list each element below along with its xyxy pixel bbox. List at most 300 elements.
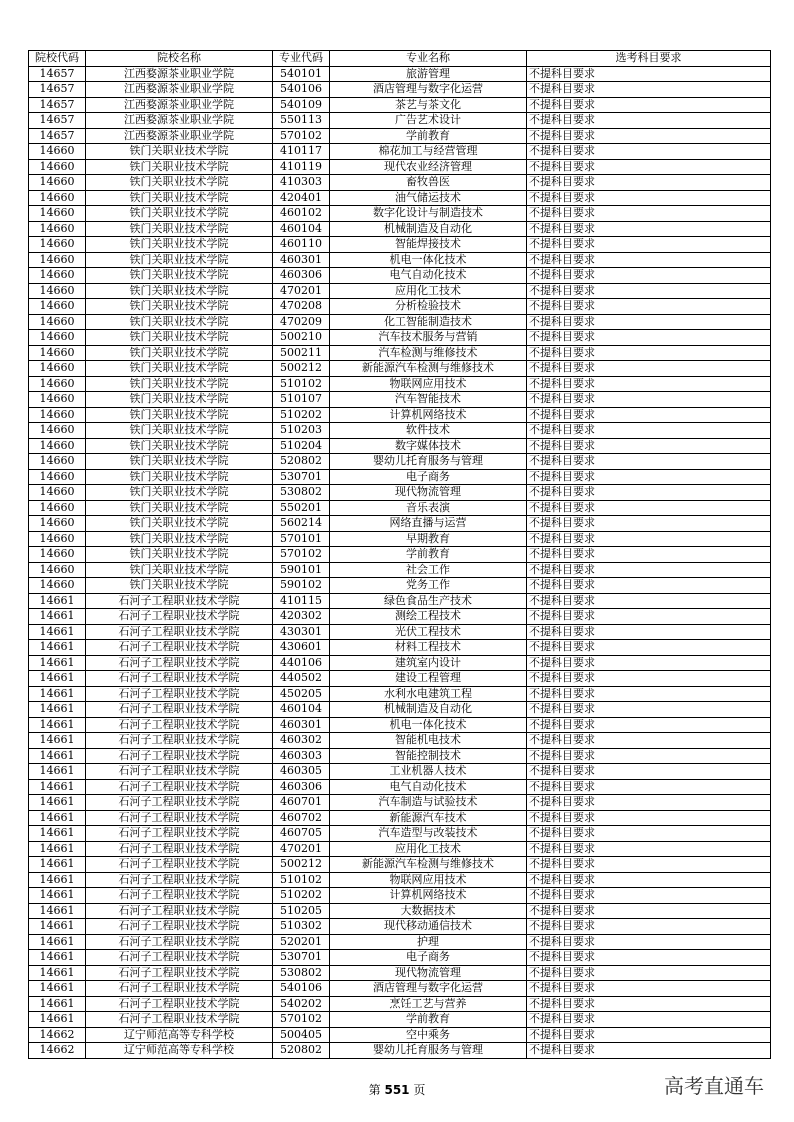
table-row	[29, 144, 771, 160]
cell-major-name: 新能源汽车检测与维修技术	[330, 857, 527, 873]
table-row	[29, 810, 771, 826]
cell-subject-requirement: 不提科目要求	[527, 903, 771, 919]
cell-major-name: 广告艺术设计	[330, 113, 527, 129]
cell-major-name: 现代农业经济管理	[330, 159, 527, 175]
cell-subject-requirement: 不提科目要求	[527, 423, 771, 439]
cell-major-name: 汽车制造与试验技术	[330, 795, 527, 811]
table-row	[29, 66, 771, 82]
cell-major-name: 现代物流管理	[330, 485, 527, 501]
cell-major-name: 测绘工程技术	[330, 609, 527, 625]
cell-major-name: 婴幼儿托育服务与管理	[330, 454, 527, 470]
cell-school-name: 石河子工程职业技术学院	[86, 810, 273, 826]
cell-major-code: 410303	[273, 175, 330, 191]
cell-school-name: 铁门关职业技术学院	[86, 547, 273, 563]
cell-major-name: 电子商务	[330, 469, 527, 485]
cell-major-code: 460110	[273, 237, 330, 253]
cell-major-name: 材料工程技术	[330, 640, 527, 656]
cell-major-code: 470201	[273, 283, 330, 299]
cell-subject-requirement: 不提科目要求	[527, 547, 771, 563]
cell-subject-requirement: 不提科目要求	[527, 578, 771, 594]
cell-school-name: 石河子工程职业技术学院	[86, 996, 273, 1012]
table-row	[29, 841, 771, 857]
cell-school-code: 14661	[29, 748, 86, 764]
table-row	[29, 407, 771, 423]
cell-major-code: 410115	[273, 593, 330, 609]
cell-major-code: 530701	[273, 950, 330, 966]
cell-major-code: 530802	[273, 485, 330, 501]
cell-major-name: 电气自动化技术	[330, 779, 527, 795]
cell-major-name: 茶艺与茶文化	[330, 97, 527, 113]
cell-school-name: 石河子工程职业技术学院	[86, 934, 273, 950]
table-row	[29, 857, 771, 873]
cell-major-code: 550201	[273, 500, 330, 516]
cell-school-code: 14660	[29, 361, 86, 377]
cell-major-code: 460301	[273, 717, 330, 733]
cell-subject-requirement: 不提科目要求	[527, 593, 771, 609]
cell-school-code: 14660	[29, 423, 86, 439]
cell-school-name: 石河子工程职业技术学院	[86, 593, 273, 609]
cell-major-name: 分析检验技术	[330, 299, 527, 315]
cell-major-name: 棉花加工与经营管理	[330, 144, 527, 160]
table-row	[29, 624, 771, 640]
table-row	[29, 609, 771, 625]
header-school-name: 院校名称	[86, 51, 273, 67]
cell-subject-requirement: 不提科目要求	[527, 795, 771, 811]
cell-school-code: 14661	[29, 733, 86, 749]
cell-school-code: 14660	[29, 485, 86, 501]
table-row	[29, 190, 771, 206]
cell-major-name: 学前教育	[330, 1012, 527, 1028]
cell-school-code: 14660	[29, 330, 86, 346]
cell-subject-requirement: 不提科目要求	[527, 1043, 771, 1059]
cell-school-name: 石河子工程职业技术学院	[86, 903, 273, 919]
cell-major-name: 现代物流管理	[330, 965, 527, 981]
cell-major-name: 学前教育	[330, 128, 527, 144]
table-row	[29, 578, 771, 594]
cell-major-name: 物联网应用技术	[330, 376, 527, 392]
cell-school-name: 石河子工程职业技术学院	[86, 1012, 273, 1028]
cell-major-code: 570102	[273, 547, 330, 563]
cell-school-code: 14660	[29, 314, 86, 330]
cell-major-code: 520802	[273, 454, 330, 470]
cell-school-name: 铁门关职业技术学院	[86, 159, 273, 175]
cell-school-code: 14661	[29, 872, 86, 888]
cell-school-code: 14660	[29, 144, 86, 160]
cell-school-code: 14660	[29, 376, 86, 392]
cell-major-code: 410119	[273, 159, 330, 175]
cell-major-code: 530802	[273, 965, 330, 981]
cell-school-code: 14660	[29, 392, 86, 408]
cell-school-name: 铁门关职业技术学院	[86, 392, 273, 408]
cell-major-code: 540106	[273, 82, 330, 98]
cell-school-code: 14661	[29, 810, 86, 826]
cell-subject-requirement: 不提科目要求	[527, 469, 771, 485]
cell-school-code: 14661	[29, 888, 86, 904]
cell-major-name: 婴幼儿托育服务与管理	[330, 1043, 527, 1059]
cell-school-name: 铁门关职业技术学院	[86, 252, 273, 268]
cell-school-name: 铁门关职业技术学院	[86, 469, 273, 485]
cell-school-name: 石河子工程职业技术学院	[86, 609, 273, 625]
header-major-name: 专业名称	[330, 51, 527, 67]
cell-school-code: 14661	[29, 717, 86, 733]
cell-major-name: 酒店管理与数字化运营	[330, 981, 527, 997]
cell-school-code: 14657	[29, 66, 86, 82]
cell-major-code: 460705	[273, 826, 330, 842]
cell-school-name: 石河子工程职业技术学院	[86, 888, 273, 904]
cell-school-code: 14660	[29, 407, 86, 423]
table-row	[29, 206, 771, 222]
cell-major-name: 新能源汽车检测与维修技术	[330, 361, 527, 377]
cell-subject-requirement: 不提科目要求	[527, 438, 771, 454]
cell-school-name: 铁门关职业技术学院	[86, 237, 273, 253]
cell-major-name: 智能焊接技术	[330, 237, 527, 253]
cell-school-code: 14661	[29, 593, 86, 609]
cell-major-name: 护理	[330, 934, 527, 950]
cell-major-name: 早期教育	[330, 531, 527, 547]
cell-major-code: 530701	[273, 469, 330, 485]
table-row	[29, 221, 771, 237]
cell-major-code: 430601	[273, 640, 330, 656]
cell-major-code: 590102	[273, 578, 330, 594]
page-number-value: 551	[384, 1083, 410, 1097]
cell-major-code: 460104	[273, 221, 330, 237]
cell-school-name: 铁门关职业技术学院	[86, 578, 273, 594]
cell-major-name: 物联网应用技术	[330, 872, 527, 888]
table-row	[29, 640, 771, 656]
cell-major-code: 440502	[273, 671, 330, 687]
table-row	[29, 268, 771, 284]
table-row	[29, 934, 771, 950]
cell-school-name: 江西婺源茶业职业学院	[86, 113, 273, 129]
table-row	[29, 547, 771, 563]
table-row	[29, 872, 771, 888]
cell-subject-requirement: 不提科目要求	[527, 779, 771, 795]
cell-major-name: 电子商务	[330, 950, 527, 966]
cell-major-name: 汽车智能技术	[330, 392, 527, 408]
cell-major-name: 智能机电技术	[330, 733, 527, 749]
cell-school-name: 铁门关职业技术学院	[86, 376, 273, 392]
cell-school-code: 14661	[29, 624, 86, 640]
cell-school-name: 铁门关职业技术学院	[86, 500, 273, 516]
cell-school-code: 14657	[29, 82, 86, 98]
cell-school-code: 14660	[29, 268, 86, 284]
cell-subject-requirement: 不提科目要求	[527, 950, 771, 966]
cell-major-code: 460701	[273, 795, 330, 811]
cell-major-name: 化工智能制造技术	[330, 314, 527, 330]
cell-school-name: 铁门关职业技术学院	[86, 531, 273, 547]
cell-subject-requirement: 不提科目要求	[527, 113, 771, 129]
cell-school-code: 14661	[29, 826, 86, 842]
cell-school-code: 14661	[29, 1012, 86, 1028]
cell-school-code: 14661	[29, 702, 86, 718]
table-row	[29, 423, 771, 439]
header-school-code: 院校代码	[29, 51, 86, 67]
cell-major-name: 畜牧兽医	[330, 175, 527, 191]
cell-major-code: 450205	[273, 686, 330, 702]
cell-school-name: 石河子工程职业技术学院	[86, 857, 273, 873]
cell-school-name: 铁门关职业技术学院	[86, 423, 273, 439]
table-row	[29, 593, 771, 609]
table-row	[29, 903, 771, 919]
table-row	[29, 454, 771, 470]
table-row	[29, 438, 771, 454]
cell-major-code: 460302	[273, 733, 330, 749]
cell-major-code: 540202	[273, 996, 330, 1012]
table-row	[29, 686, 771, 702]
table-row	[29, 175, 771, 191]
table-row	[29, 330, 771, 346]
cell-major-name: 油气储运技术	[330, 190, 527, 206]
cell-major-code: 570102	[273, 1012, 330, 1028]
cell-school-name: 石河子工程职业技术学院	[86, 640, 273, 656]
table-row	[29, 671, 771, 687]
cell-school-name: 辽宁师范高等专科学校	[86, 1027, 273, 1043]
cell-major-name: 机电一体化技术	[330, 252, 527, 268]
cell-school-code: 14660	[29, 159, 86, 175]
cell-school-code: 14660	[29, 175, 86, 191]
table-row	[29, 702, 771, 718]
header-major-code: 专业代码	[273, 51, 330, 67]
cell-school-name: 铁门关职业技术学院	[86, 314, 273, 330]
table-row	[29, 113, 771, 129]
cell-school-code: 14660	[29, 562, 86, 578]
table-row	[29, 299, 771, 315]
cell-major-name: 建设工程管理	[330, 671, 527, 687]
cell-school-name: 石河子工程职业技术学院	[86, 981, 273, 997]
cell-major-code: 460305	[273, 764, 330, 780]
cell-school-code: 14660	[29, 578, 86, 594]
cell-school-code: 14661	[29, 640, 86, 656]
cell-school-name: 铁门关职业技术学院	[86, 221, 273, 237]
cell-subject-requirement: 不提科目要求	[527, 345, 771, 361]
cell-school-name: 铁门关职业技术学院	[86, 144, 273, 160]
cell-major-name: 音乐表演	[330, 500, 527, 516]
cell-subject-requirement: 不提科目要求	[527, 97, 771, 113]
cell-school-name: 铁门关职业技术学院	[86, 175, 273, 191]
cell-school-name: 铁门关职业技术学院	[86, 407, 273, 423]
table-row	[29, 981, 771, 997]
cell-school-name: 石河子工程职业技术学院	[86, 717, 273, 733]
cell-school-code: 14660	[29, 345, 86, 361]
cell-major-name: 大数据技术	[330, 903, 527, 919]
cell-subject-requirement: 不提科目要求	[527, 640, 771, 656]
cell-major-name: 光伏工程技术	[330, 624, 527, 640]
cell-major-code: 540109	[273, 97, 330, 113]
admission-table	[28, 50, 771, 1059]
table-row	[29, 1012, 771, 1028]
cell-major-name: 新能源汽车技术	[330, 810, 527, 826]
table-row	[29, 392, 771, 408]
cell-school-name: 石河子工程职业技术学院	[86, 764, 273, 780]
cell-major-code: 420302	[273, 609, 330, 625]
cell-school-name: 铁门关职业技术学院	[86, 330, 273, 346]
cell-school-code: 14661	[29, 609, 86, 625]
cell-major-code: 470201	[273, 841, 330, 857]
cell-major-name: 电气自动化技术	[330, 268, 527, 284]
table-row	[29, 795, 771, 811]
cell-major-code: 440106	[273, 655, 330, 671]
cell-subject-requirement: 不提科目要求	[527, 981, 771, 997]
cell-major-code: 510202	[273, 888, 330, 904]
page-suffix: 页	[413, 1083, 426, 1097]
cell-subject-requirement: 不提科目要求	[527, 190, 771, 206]
cell-subject-requirement: 不提科目要求	[527, 454, 771, 470]
cell-major-code: 540106	[273, 981, 330, 997]
table-row	[29, 128, 771, 144]
cell-school-name: 石河子工程职业技术学院	[86, 950, 273, 966]
cell-major-name: 数字媒体技术	[330, 438, 527, 454]
cell-major-name: 建筑室内设计	[330, 655, 527, 671]
cell-school-code: 14660	[29, 221, 86, 237]
cell-subject-requirement: 不提科目要求	[527, 934, 771, 950]
cell-subject-requirement: 不提科目要求	[527, 144, 771, 160]
table-row	[29, 159, 771, 175]
cell-subject-requirement: 不提科目要求	[527, 206, 771, 222]
cell-major-code: 590101	[273, 562, 330, 578]
cell-major-name: 计算机网络技术	[330, 407, 527, 423]
cell-school-code: 14661	[29, 841, 86, 857]
table-row	[29, 748, 771, 764]
cell-school-name: 铁门关职业技术学院	[86, 206, 273, 222]
cell-school-name: 辽宁师范高等专科学校	[86, 1043, 273, 1059]
header-subject-requirement: 选考科目要求	[527, 51, 771, 67]
cell-school-code: 14660	[29, 237, 86, 253]
table-body	[29, 66, 771, 1058]
cell-major-code: 500211	[273, 345, 330, 361]
cell-subject-requirement: 不提科目要求	[527, 252, 771, 268]
cell-major-name: 汽车技术服务与营销	[330, 330, 527, 346]
table-row	[29, 314, 771, 330]
cell-subject-requirement: 不提科目要求	[527, 221, 771, 237]
cell-subject-requirement: 不提科目要求	[527, 392, 771, 408]
cell-major-code: 540101	[273, 66, 330, 82]
cell-school-code: 14660	[29, 438, 86, 454]
cell-major-name: 智能控制技术	[330, 748, 527, 764]
cell-major-name: 数字化设计与制造技术	[330, 206, 527, 222]
cell-major-name: 酒店管理与数字化运营	[330, 82, 527, 98]
cell-school-code: 14661	[29, 655, 86, 671]
cell-major-code: 470208	[273, 299, 330, 315]
cell-school-name: 石河子工程职业技术学院	[86, 671, 273, 687]
page-prefix: 第	[368, 1083, 381, 1097]
cell-major-code: 510107	[273, 392, 330, 408]
cell-school-code: 14661	[29, 950, 86, 966]
cell-school-code: 14662	[29, 1043, 86, 1059]
cell-school-name: 石河子工程职业技术学院	[86, 733, 273, 749]
cell-major-name: 党务工作	[330, 578, 527, 594]
cell-school-name: 铁门关职业技术学院	[86, 454, 273, 470]
cell-major-name: 工业机器人技术	[330, 764, 527, 780]
table-row	[29, 655, 771, 671]
cell-major-code: 460301	[273, 252, 330, 268]
table-row	[29, 888, 771, 904]
table-row	[29, 376, 771, 392]
cell-subject-requirement: 不提科目要求	[527, 686, 771, 702]
cell-major-name: 软件技术	[330, 423, 527, 439]
cell-major-code: 510204	[273, 438, 330, 454]
cell-major-name: 机电一体化技术	[330, 717, 527, 733]
table-row	[29, 531, 771, 547]
cell-school-name: 石河子工程职业技术学院	[86, 841, 273, 857]
cell-school-name: 铁门关职业技术学院	[86, 299, 273, 315]
table-row	[29, 965, 771, 981]
cell-subject-requirement: 不提科目要求	[527, 826, 771, 842]
cell-school-code: 14660	[29, 206, 86, 222]
cell-school-name: 铁门关职业技术学院	[86, 562, 273, 578]
cell-school-code: 14661	[29, 671, 86, 687]
cell-subject-requirement: 不提科目要求	[527, 872, 771, 888]
cell-major-code: 500210	[273, 330, 330, 346]
cell-subject-requirement: 不提科目要求	[527, 764, 771, 780]
cell-school-code: 14660	[29, 547, 86, 563]
table-header-row	[29, 51, 771, 67]
cell-major-code: 510102	[273, 872, 330, 888]
cell-major-name: 应用化工技术	[330, 283, 527, 299]
cell-school-code: 14661	[29, 981, 86, 997]
table-row	[29, 516, 771, 532]
cell-major-name: 绿色食品生产技术	[330, 593, 527, 609]
table-row	[29, 919, 771, 935]
cell-major-name: 汽车造型与改装技术	[330, 826, 527, 842]
cell-major-code: 510302	[273, 919, 330, 935]
cell-school-code: 14661	[29, 934, 86, 950]
cell-school-code: 14660	[29, 299, 86, 315]
cell-subject-requirement: 不提科目要求	[527, 376, 771, 392]
cell-school-name: 铁门关职业技术学院	[86, 438, 273, 454]
cell-subject-requirement: 不提科目要求	[527, 299, 771, 315]
cell-major-code: 470209	[273, 314, 330, 330]
cell-major-code: 570101	[273, 531, 330, 547]
cell-school-code: 14661	[29, 857, 86, 873]
table-row	[29, 779, 771, 795]
cell-school-code: 14660	[29, 516, 86, 532]
cell-school-name: 铁门关职业技术学院	[86, 283, 273, 299]
cell-subject-requirement: 不提科目要求	[527, 702, 771, 718]
cell-school-name: 铁门关职业技术学院	[86, 268, 273, 284]
cell-subject-requirement: 不提科目要求	[527, 159, 771, 175]
table-row	[29, 996, 771, 1012]
cell-subject-requirement: 不提科目要求	[527, 268, 771, 284]
cell-subject-requirement: 不提科目要求	[527, 82, 771, 98]
cell-subject-requirement: 不提科目要求	[527, 748, 771, 764]
cell-school-name: 石河子工程职业技术学院	[86, 795, 273, 811]
cell-subject-requirement: 不提科目要求	[527, 175, 771, 191]
cell-major-name: 烹饪工艺与营养	[330, 996, 527, 1012]
cell-school-name: 石河子工程职业技术学院	[86, 655, 273, 671]
cell-school-name: 石河子工程职业技术学院	[86, 872, 273, 888]
cell-major-code: 420401	[273, 190, 330, 206]
table-row	[29, 1043, 771, 1059]
cell-major-name: 现代移动通信技术	[330, 919, 527, 935]
cell-subject-requirement: 不提科目要求	[527, 283, 771, 299]
cell-school-code: 14661	[29, 919, 86, 935]
cell-subject-requirement: 不提科目要求	[527, 407, 771, 423]
cell-school-name: 铁门关职业技术学院	[86, 516, 273, 532]
table-row	[29, 500, 771, 516]
cell-major-name: 空中乘务	[330, 1027, 527, 1043]
cell-school-name: 石河子工程职业技术学院	[86, 826, 273, 842]
cell-school-name: 江西婺源茶业职业学院	[86, 82, 273, 98]
cell-subject-requirement: 不提科目要求	[527, 655, 771, 671]
cell-major-code: 500212	[273, 857, 330, 873]
cell-school-code: 14660	[29, 252, 86, 268]
cell-major-code: 410117	[273, 144, 330, 160]
cell-school-code: 14660	[29, 500, 86, 516]
cell-major-name: 学前教育	[330, 547, 527, 563]
cell-school-code: 14661	[29, 903, 86, 919]
cell-subject-requirement: 不提科目要求	[527, 965, 771, 981]
table-row	[29, 950, 771, 966]
